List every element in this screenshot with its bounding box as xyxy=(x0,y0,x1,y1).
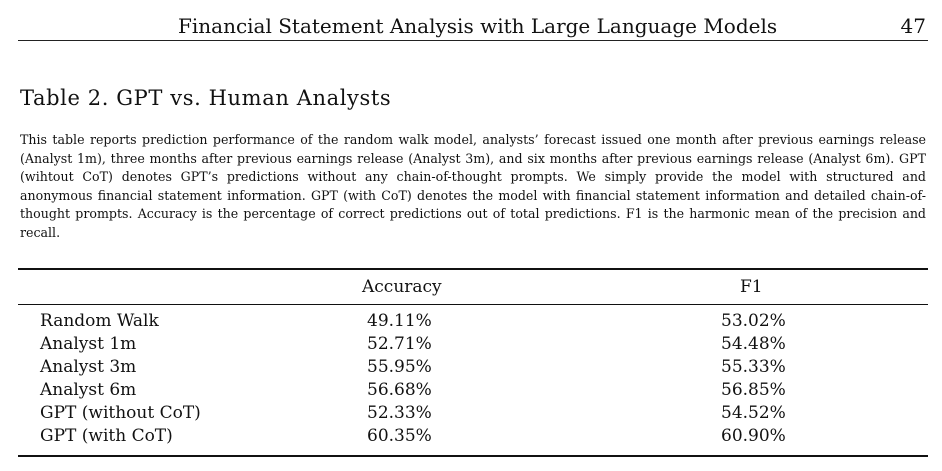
table-top-rule xyxy=(18,268,928,270)
page-number: 47 xyxy=(900,14,926,38)
accuracy-value: 55.95% xyxy=(367,357,432,377)
table-title: Table 2. GPT vs. Human Analysts xyxy=(20,86,392,110)
row-label: GPT (without CoT) xyxy=(40,403,201,423)
table-bottom-rule xyxy=(18,455,928,457)
accuracy-value: 52.71% xyxy=(367,334,432,354)
row-label: GPT (with CoT) xyxy=(40,426,173,446)
table-body xyxy=(0,311,942,449)
row-label: Analyst 6m xyxy=(40,380,137,400)
f1-value: 56.85% xyxy=(721,380,786,400)
table-row xyxy=(0,311,942,334)
running-header xyxy=(18,14,928,41)
f1-value: 55.33% xyxy=(721,357,786,377)
row-label: Random Walk xyxy=(40,311,159,331)
accuracy-value: 60.35% xyxy=(367,426,432,446)
accuracy-value: 56.68% xyxy=(367,380,432,400)
column-header-accuracy: Accuracy xyxy=(362,277,442,297)
f1-value: 54.48% xyxy=(721,334,786,354)
table-row xyxy=(0,426,942,449)
f1-value: 54.52% xyxy=(721,403,786,423)
table-row xyxy=(0,334,942,357)
f1-value: 60.90% xyxy=(721,426,786,446)
accuracy-value: 52.33% xyxy=(367,403,432,423)
row-label: Analyst 3m xyxy=(40,357,137,377)
row-label: Analyst 1m xyxy=(40,334,137,354)
running-title: Financial Statement Analysis with Large Language Models xyxy=(178,14,778,38)
accuracy-value: 49.11% xyxy=(367,311,432,331)
table-caption: This table reports prediction performance of the random walk model, analysts’ forecast issued one month after previous earnings release (Analyst 1m), three months after previous earnings release (Analyst 3m), and six months after previous earnings release (Analyst 6m). GPT (wihtout CoT) denotes GPT’s predictions without any chain-of-thought prompts. We simply provide the model with structured and anonymous financial statement information. GPT (with CoT) denotes the model with financial statement information and detailed chain-of-thought prompts. Accuracy is the percentage of correct predictions out of total predictions. F1 is the harmonic mean of the precision and recall. xyxy=(20,132,926,240)
table-row xyxy=(0,380,942,403)
column-header-f1: F1 xyxy=(740,277,763,297)
table-row xyxy=(0,357,942,380)
table-header-rule xyxy=(18,304,928,305)
f1-value: 53.02% xyxy=(721,311,786,331)
table-row xyxy=(0,403,942,426)
